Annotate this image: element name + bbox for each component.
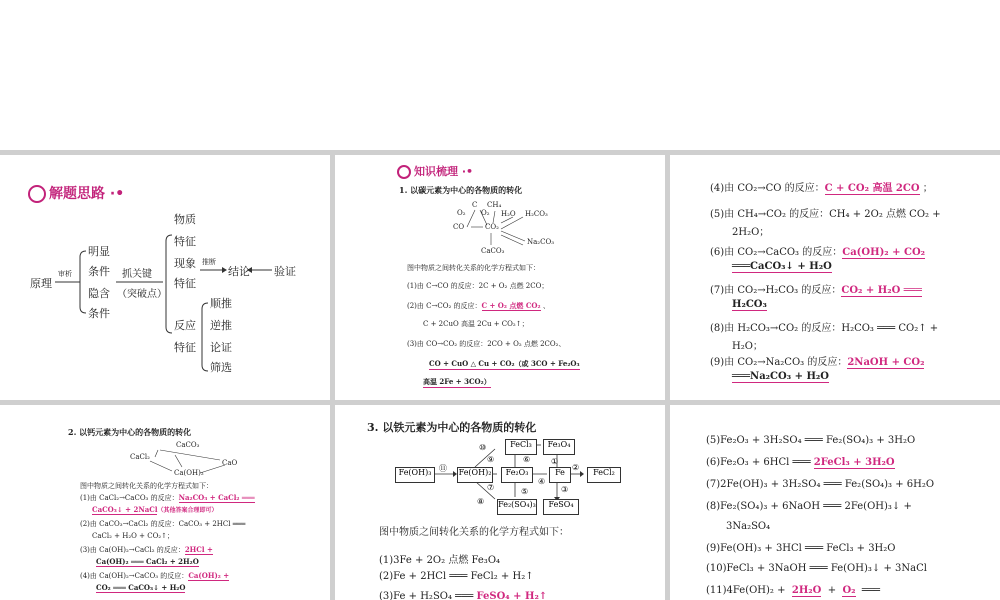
- node-o2-b: O₂: [481, 209, 490, 217]
- answer-6: 2FeCl₃ + 3H₂O: [813, 457, 895, 468]
- node-ch4: CH₄: [487, 201, 502, 209]
- slide-title: 知识梳理 ·•: [397, 163, 473, 179]
- step-10: ⑩: [479, 443, 487, 452]
- feature-label-3: 特征: [174, 341, 196, 354]
- answer-2: C + O₂ 点燃 CO₂: [481, 301, 541, 310]
- equation-5: (5)由 CH₄→CO₂ 的反应：CH₄ + 2O₂ 点燃 CO₂ +: [710, 209, 941, 220]
- node-caoh2: Ca(OH)₂: [174, 469, 204, 477]
- box-fe2o3: Fe₂O₃: [501, 467, 533, 483]
- obvious-label: 明显: [88, 245, 110, 258]
- answer-6b: ═══CaCO₃↓ + H₂O: [732, 261, 832, 272]
- answer-1: Na₂CO₃ + CaCl₂ ═══: [178, 493, 255, 502]
- box-feoh3: Fe(OH)₃: [395, 467, 435, 483]
- infer-label: 推断: [202, 258, 216, 266]
- box-fecl3: FeCl₃: [505, 439, 537, 455]
- answer-3b: 高温 2Fe + 3CO₂）: [423, 377, 491, 386]
- condition-label-1: 条件: [88, 265, 110, 278]
- node-h2o: H₂O: [501, 210, 516, 218]
- section-heading: 2. 以钙元素为中心的各物质的转化: [68, 427, 192, 437]
- node-co2: CO₂: [485, 223, 499, 231]
- slide-solution-approach[interactable]: [0, 155, 330, 400]
- equation-9: (9)由 CO₂→Na₂CO₃ 的反应：2NaOH + CO₂: [710, 357, 925, 368]
- intro-text: 图中物质之间转化关系的化学方程式如下：: [407, 264, 540, 272]
- step-4: ④: [538, 477, 546, 486]
- node-cao: CaO: [222, 459, 238, 467]
- box-fe: Fe: [549, 467, 571, 483]
- equation-5b: 2H₂O；: [732, 227, 770, 238]
- step-5: ⑤: [521, 487, 529, 496]
- answer-3: FeSO₄ + H₂↑: [476, 591, 547, 600]
- key-label: 抓关键: [122, 269, 152, 280]
- node-o2-a: O₂: [457, 209, 466, 217]
- phenomenon-label: 现象: [174, 257, 196, 270]
- step-3: ③: [561, 485, 569, 494]
- answer-1b: CaCO₃↓ + 2NaCl: [92, 505, 158, 514]
- answer-3: CO + CuO △ Cu + CO₂（或 3CO + Fe₂O₃: [429, 359, 580, 368]
- equation-1: (1)由 CaCl₂→CaCO₃ 的反应：Na₂CO₃ + CaCl₂ ═══: [80, 493, 255, 502]
- answer-4b: CO₂ ═══ CaCO₃↓ + H₂O: [96, 583, 186, 592]
- argue-label: 论证: [210, 341, 232, 354]
- node-co: CO: [453, 223, 465, 231]
- node-caco3: CaCO₃: [481, 247, 505, 255]
- step-1: ①: [551, 457, 559, 466]
- screen-label: 筛选: [210, 361, 232, 374]
- section-heading: 3. 以铁元素为中心的各物质的转化: [367, 421, 537, 434]
- step-7: ⑦: [487, 483, 495, 492]
- answer-7: CO₂ + H₂O ═══: [841, 285, 922, 296]
- slide-title: 解题思路 ·•: [28, 183, 124, 203]
- equation-7: (7)2Fe(OH)₃ + 3H₂SO₄ ═══ Fe₂(SO₄)₃ + 6H₂O: [706, 479, 935, 490]
- substance-label: 物质: [174, 213, 196, 226]
- equation-8b: H₂O；: [732, 341, 763, 352]
- equation-8: (8)Fe₂(SO₄)₃ + 6NaOH ═══ 2Fe(OH)₃↓ +: [706, 501, 912, 512]
- node-na2co3: Na₂CO₃: [527, 238, 555, 246]
- answer-11b: O₂: [842, 585, 856, 596]
- slide-iron-conversion[interactable]: [335, 405, 665, 600]
- answer-7b: H₂CO₃: [732, 299, 767, 310]
- answer-4: C + CO₂ 高温 2CO: [824, 183, 920, 194]
- feature-label-1: 特征: [174, 235, 196, 248]
- analysis-label: 审析: [58, 270, 72, 278]
- answer-9: 2NaOH + CO₂: [847, 357, 925, 368]
- equation-2: (2)由 C→CO₂ 的反应：C + O₂ 点燃 CO₂ 、: [407, 301, 550, 310]
- equation-1: (1)3Fe + 2O₂ 点燃 Fe₃O₄: [379, 555, 501, 566]
- equation-8: (8)由 H₂CO₃→CO₂ 的反应：H₂CO₃ ═══ CO₂↑ +: [710, 323, 939, 334]
- answer-9b: ═══Na₂CO₃ + H₂O: [732, 371, 829, 382]
- equation-3: (3)由 CO→CO₂ 的反应：2CO + O₂ 点燃 2CO₂、: [407, 340, 566, 348]
- node-h2co3: H₂CO₃: [525, 210, 548, 218]
- answer-11a: 2H₂O: [791, 585, 822, 596]
- equation-6: (6)Fe₂O₃ + 6HCl ═══ 2FeCl₃ + 3H₂O: [706, 457, 895, 468]
- box-feoh2: Fe(OH)₂: [457, 467, 493, 483]
- node-c: C: [472, 201, 478, 209]
- equation-2b: CaCl₂ + H₂O + CO₂↑；: [92, 532, 174, 540]
- answer-4: Ca(OH)₂ +: [188, 571, 230, 580]
- equation-2: (2)Fe + 2HCl ═══ FeCl₂ + H₂↑: [379, 571, 534, 582]
- reverse-label: 逆推: [210, 319, 232, 332]
- slide-carbon-equations-cont[interactable]: [670, 155, 1000, 400]
- intro-text: 图中物质之间转化关系的化学方程式如下：: [379, 527, 569, 538]
- equation-1b: [92, 505, 218, 514]
- box-feso4: FeSO₄: [543, 499, 579, 515]
- equation-8b: 3Na₂SO₄: [726, 521, 771, 532]
- forward-label: 顺推: [210, 297, 232, 310]
- equation-10: (10)FeCl₃ + 3NaOH ═══ Fe(OH)₃↓ + 3NaCl: [706, 563, 927, 574]
- principle-label: 原理: [30, 277, 52, 290]
- equation-2: (2)由 CaCO₃→CaCl₂ 的反应：CaCO₃ + 2HCl ═══: [80, 520, 246, 528]
- slide-iron-equations-cont[interactable]: [670, 405, 1000, 600]
- step-9: ⑨: [487, 455, 495, 464]
- verify-label: 验证: [274, 265, 296, 278]
- answer-3: 2HCl +: [184, 545, 213, 554]
- answer-3b: Ca(OH)₂ ═══ CaCl₂ + 2H₂O: [96, 557, 199, 566]
- feature-label-2: 特征: [174, 277, 196, 290]
- box-fe2so43: Fe₂(SO₄)₃: [497, 499, 537, 515]
- hidden-label: 隐含: [88, 287, 110, 300]
- step-11: ⑪: [439, 464, 447, 473]
- answer-6: Ca(OH)₂ + CO₂: [842, 247, 926, 258]
- equation-3: (3)由 Ca(OH)₂→CaCl₂ 的反应：2HCl +: [80, 545, 213, 554]
- equation-3: (3)Fe + H₂SO₄ ═══ FeSO₄ + H₂↑: [379, 591, 547, 600]
- condition-label-2: 条件: [88, 307, 110, 320]
- equation-5: (5)Fe₂O₃ + 3H₂SO₄ ═══ Fe₂(SO₄)₃ + 3H₂O: [706, 435, 916, 446]
- step-6: ⑥: [523, 455, 531, 464]
- section-heading: 1. 以碳元素为中心的各物质的转化: [399, 185, 523, 195]
- equation-4: (4)由 CO₂→CO 的反应：C + CO₂ 高温 2CO ；: [710, 183, 933, 194]
- intro-text: 图中物质之间转化关系的化学方程式如下：: [80, 482, 213, 490]
- equation-6: (6)由 CO₂→CaCO₃ 的反应：Ca(OH)₂ + CO₂: [710, 247, 926, 258]
- breakthrough-label: （突破点）: [117, 289, 167, 300]
- slide-calcium-conversion[interactable]: [0, 405, 330, 600]
- equation-4: (4)由 Ca(OH)₂→CaCO₃ 的反应：Ca(OH)₂ +: [80, 571, 230, 580]
- reaction-label: 反应: [174, 319, 196, 332]
- box-fecl2: FeCl₂: [587, 467, 621, 483]
- slide-carbon-conversion[interactable]: [335, 155, 665, 400]
- equation-2b: C + 2CuO 高温 2Cu + CO₂↑；: [423, 320, 529, 328]
- box-fe3o4: Fe₃O₄: [543, 439, 575, 455]
- equation-7: (7)由 CO₂→H₂CO₃ 的反应：CO₂ + H₂O ═══: [710, 285, 922, 296]
- conclusion-label: 结论: [228, 265, 250, 278]
- answer-note: （其他答案合理即可）: [157, 507, 218, 514]
- step-2: ②: [572, 463, 580, 472]
- equation-9: (9)Fe(OH)₃ + 3HCl ═══ FeCl₃ + 3H₂O: [706, 543, 896, 554]
- node-caco3: CaCO₃: [176, 441, 200, 449]
- equation-11: (11)4Fe(OH)₂ + 2H₂O + O₂ ═══: [706, 585, 880, 596]
- equation-1: (1)由 C→CO 的反应：2C + O₂ 点燃 2CO；: [407, 282, 549, 290]
- node-cacl2: CaCl₂: [130, 453, 150, 461]
- step-8: ⑧: [477, 497, 485, 506]
